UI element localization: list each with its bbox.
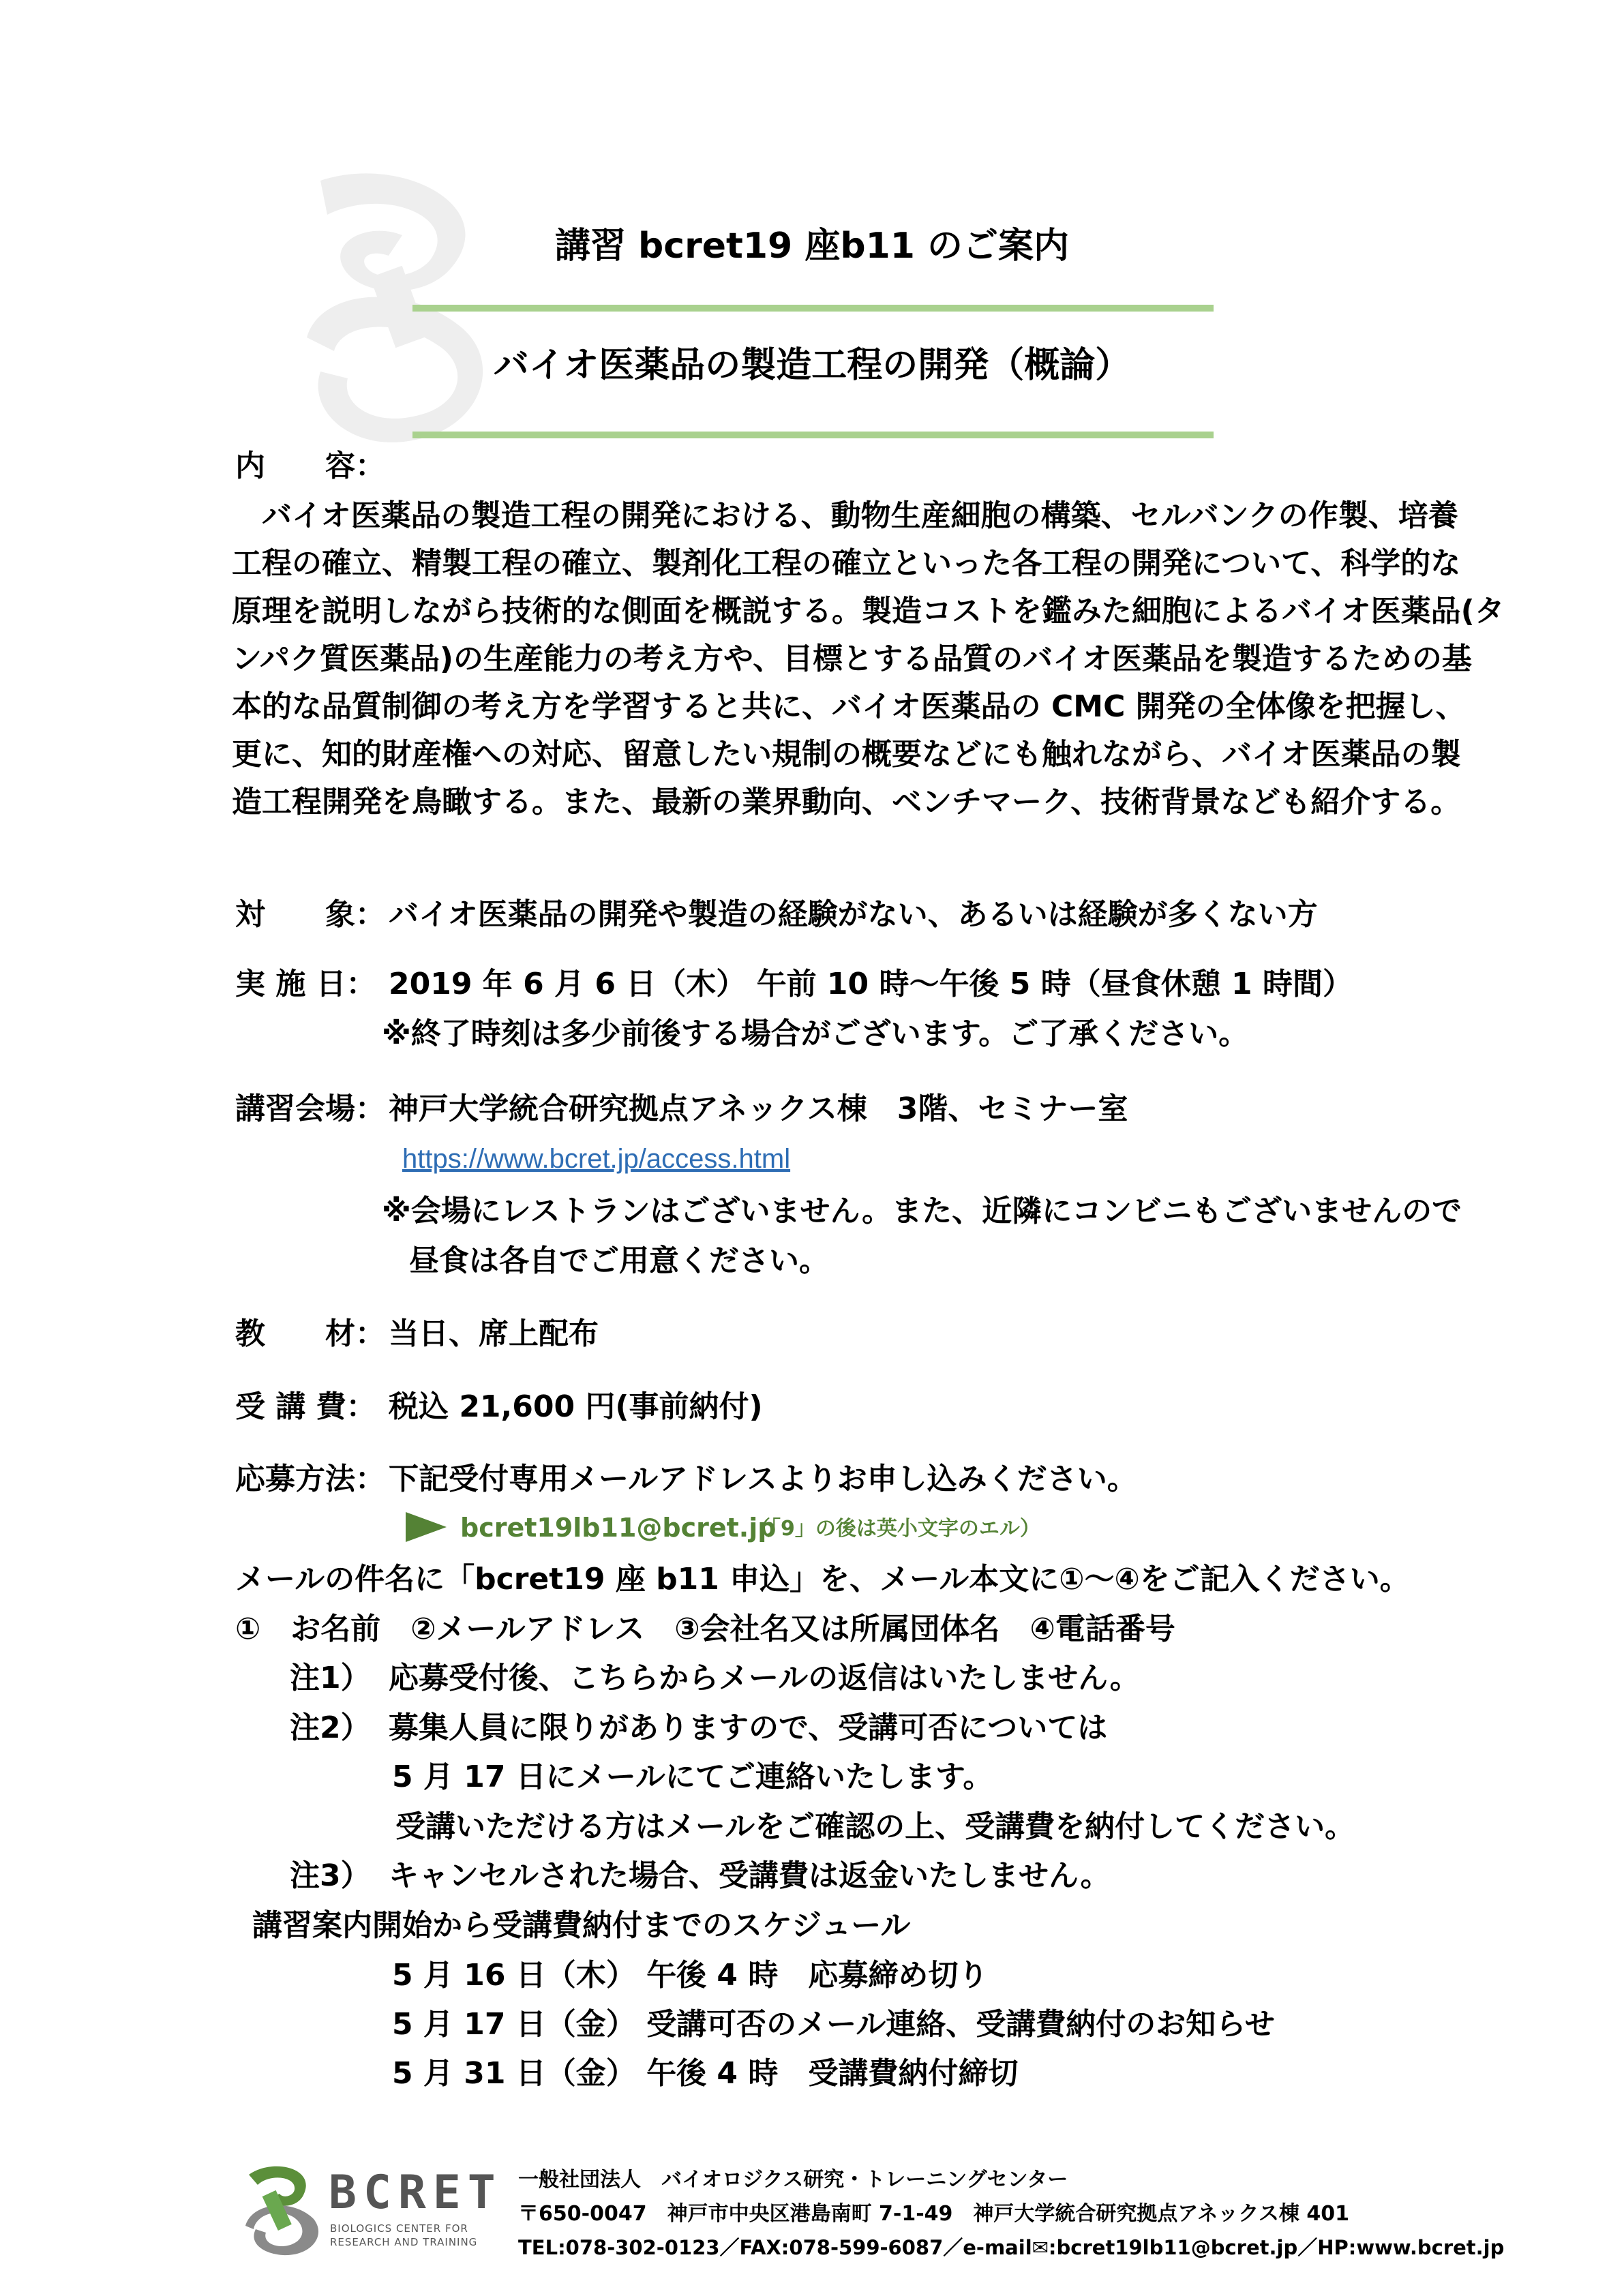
page-title: 講習 bcret19 座b11 のご案内	[554, 226, 1070, 267]
note3-text: キャンセルされた場合、受講費は返金いたしません。	[389, 1858, 1111, 1893]
page-subtitle: バイオ医薬品の製造工程の開発（概論）	[493, 345, 1131, 386]
apply-email[interactable]: bcret19lb11@bcret.jp	[460, 1513, 777, 1543]
paragraph-line: 工程の確立、精製工程の確立、製剤化工程の確立といった各工程の開発について、科学的な	[232, 546, 1461, 581]
logo-subtitle-2: RESEARCH AND TRAINING	[330, 2236, 478, 2248]
venue-note-1: ※会場にレストランはございません。また、近隣にコンビニもございませんので	[382, 1194, 1462, 1228]
target-label: 対 象：	[235, 897, 385, 932]
apply-email-note: （「9」の後は英小文字のエル）	[750, 1517, 1040, 1541]
note1-label: 注1）	[290, 1661, 371, 1695]
content-paragraph	[232, 498, 1505, 835]
paragraph-line: 本的な品質制御の考え方を学習すると共に、バイオ医薬品の CMC 開発の全体像を把握し、	[232, 689, 1466, 724]
fee-label: 受 講 費：	[235, 1389, 376, 1424]
paragraph-line: 造工程開発を鳥瞰する。また、最新の業界動向、ベンチマーク、技術背景なども紹介する。	[232, 785, 1461, 819]
footer-org: 一般社団法人 バイオロジクス研究・トレーニングセンター	[518, 2168, 1068, 2192]
schedule-heading: 講習案内開始から受講費納付までのスケジュール	[252, 1908, 911, 1943]
footer-contact: TEL:078-302-0123／FAX:078-599-6087／e-mail✉:bcret19lb11@bcret.jp／HP:www.bcret.jp	[518, 2236, 1505, 2259]
materials-label: 教 材：	[235, 1316, 385, 1351]
materials-value: 当日、席上配布	[389, 1316, 599, 1351]
date-label: 実 施 日：	[235, 967, 376, 1001]
apply-label: 応募方法：	[235, 1462, 385, 1496]
target-value: バイオ医薬品の開発や製造の経験がない、あるいは経験が多くない方	[389, 897, 1318, 932]
note2-text-b: 5 月 17 日にメールにてご連絡いたします。	[392, 1759, 993, 1794]
venue-access-link[interactable]: https://www.bcret.jp/access.html	[402, 1144, 791, 1174]
venue-value: 神戸大学統合研究拠点アネックス棟 3階、セミナー室	[389, 1091, 1128, 1126]
note1-text: 応募受付後、こちらからメールの返信はいたしません。	[389, 1661, 1140, 1695]
title-divider	[412, 305, 1214, 312]
logo-wordmark: BCRET	[329, 2166, 502, 2220]
apply-value: 下記受付専用メールアドレスよりお申し込みください。	[389, 1462, 1137, 1496]
paragraph-line: ンパク質医薬品)の生産能力の考え方や、目標とする品質のバイオ医薬品を製造するための基	[232, 641, 1472, 676]
schedule-item: 5 月 31 日（金） 午後 4 時 受講費納付締切	[392, 2056, 1019, 2091]
apply-fields-line: ① お名前 ②メールアドレス ③会社名又は所属団体名 ④電話番号	[235, 1612, 1175, 1646]
apply-subject-line: メールの件名に「bcret19 座 b11 申込」を、メール本文に①～④をご記入ください。	[235, 1562, 1410, 1597]
venue-note-2: 昼食は各自でご用意ください。	[409, 1243, 829, 1278]
footer-address: 〒650-0047 神戸市中央区港島南町 7-1-49 神戸大学統合研究拠点アネックス棟 401	[518, 2202, 1349, 2226]
date-value: 2019 年 6 月 6 日（木） 午前 10 時～午後 5 時（昼食休憩 1 時間）	[389, 967, 1353, 1001]
content-label: 内 容：	[235, 449, 385, 483]
fee-value: 税込 21,600 円(事前納付)	[389, 1389, 763, 1424]
note2-text-c: 受講いただける方はメールをご確認の上、受講費を納付してください。	[395, 1809, 1355, 1844]
arrow-right-icon	[406, 1512, 447, 1542]
note3-label: 注3）	[290, 1858, 371, 1893]
schedule-item: 5 月 17 日（金） 受講可否のメール連絡、受講費納付のお知らせ	[392, 2007, 1275, 2042]
paragraph-line: 原理を説明しながら技術的な側面を概説する。製造コストを鑑みた細胞によるバイオ医薬品(タ	[232, 594, 1505, 629]
paragraph-line: 更に、知的財産権への対応、留意したい規制の概要などにも触れながら、バイオ医薬品の製	[232, 737, 1461, 772]
note2-text-a: 募集人員に限りがありますので、受講可否については	[389, 1710, 1108, 1745]
note2-label: 注2）	[290, 1710, 371, 1745]
bcret-logo-icon	[239, 2161, 324, 2256]
schedule-item: 5 月 16 日（木） 午後 4 時 応募締め切り	[392, 1958, 989, 1993]
venue-label: 講習会場：	[235, 1091, 385, 1126]
logo-subtitle-1: BIOLOGICS CENTER FOR	[330, 2222, 468, 2235]
date-note: ※終了時刻は多少前後する場合がございます。ご了承ください。	[382, 1016, 1249, 1051]
paragraph-line: バイオ医薬品の製造工程の開発における、動物生産細胞の構築、セルバンクの作製、培養	[232, 498, 1458, 533]
subtitle-divider	[412, 432, 1214, 438]
